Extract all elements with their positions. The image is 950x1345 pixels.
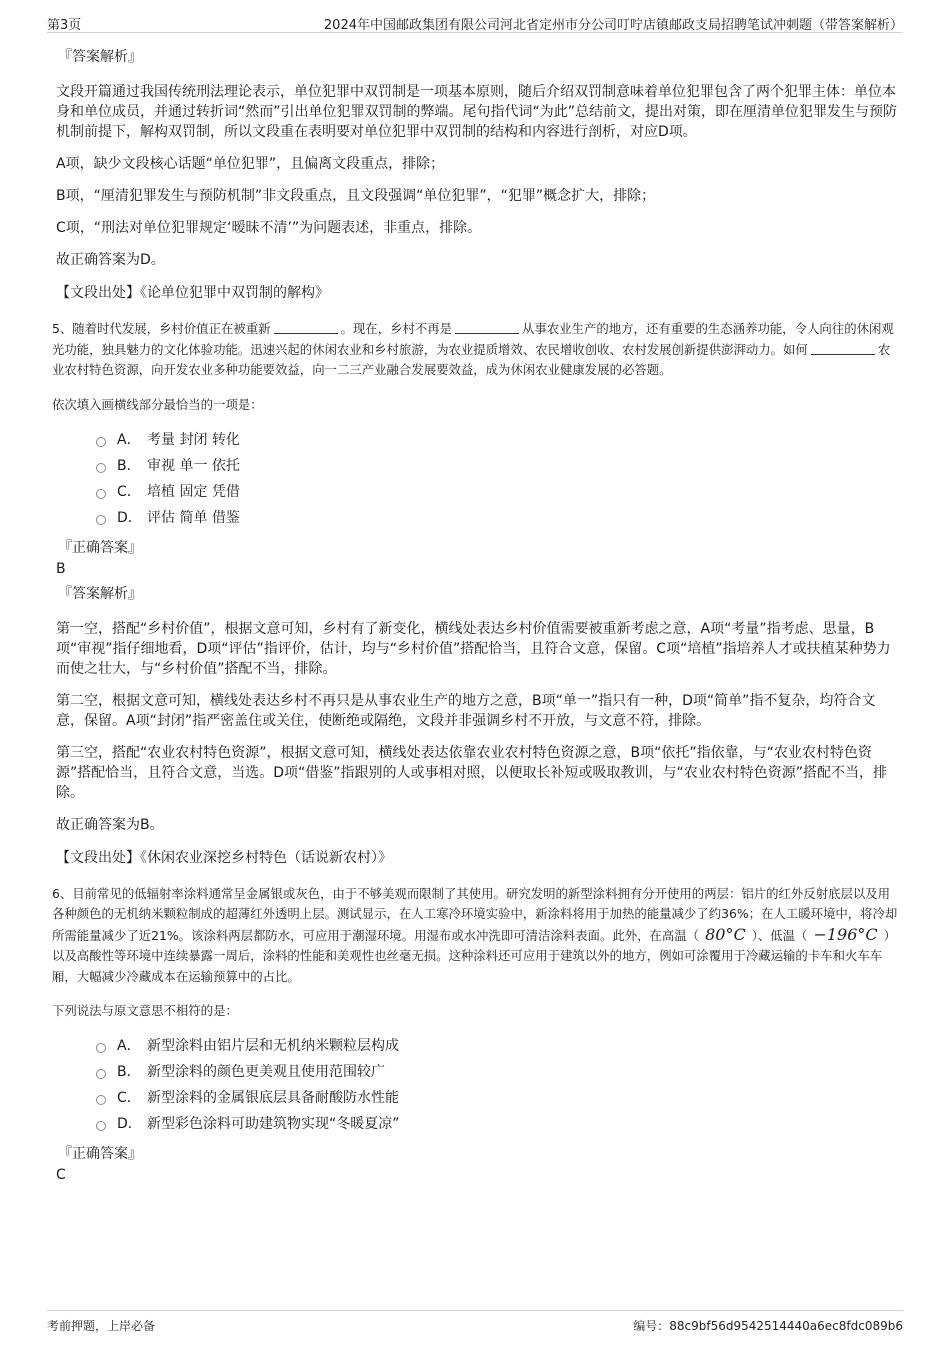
option-letter: D． bbox=[117, 1116, 142, 1132]
option-letter: D． bbox=[117, 509, 142, 526]
q6-answer: C bbox=[56, 1167, 66, 1183]
q4-analysis-paragraph: 文段开篇通过我国传统刑法理论表示，单位犯罪中双罚制是一项基本原则，随后介绍双罚制意味着单位犯罪包含了两个犯罪主体：单位本身和单位成员，并通过转折词“然而”引出单位犯罪双罚制的弊端。尾句指代词“为此”总结前文，提出对策，即在厘清单位犯罪发生与预防机制前提下，解构双罚制，所以文段重在表明要对单位犯罪中双罚制的结构和内容进行剖析，对应D项。 bbox=[56, 84, 898, 140]
q5-analysis-paragraph: 第二空，根据文意可知，横线处表达乡村不再只是从事农业生产的地方之意，B项“单一”指只有一种，D项“简单”指不复杂，均符合文意，保留。A项“封闭”指严密盖住或关住，使断绝或隔绝，文段并非强调乡村不开放，与文意不符，排除。 bbox=[56, 692, 876, 729]
q4-analysis-label: 『答案解析』 bbox=[58, 49, 142, 65]
q5-answer-label: 『正确答案』 bbox=[58, 539, 142, 556]
q6-section bbox=[52, 884, 898, 1186]
q6-option-b[interactable] bbox=[96, 1059, 898, 1085]
q5-option-d[interactable] bbox=[96, 505, 898, 531]
fill-blank bbox=[811, 342, 875, 355]
q6-options bbox=[96, 1033, 898, 1137]
q4-analysis-paragraph: 故正确答案为D。 bbox=[56, 252, 165, 268]
q5-option-a[interactable] bbox=[96, 427, 898, 453]
q6-answer-label: 『正确答案』 bbox=[58, 1146, 142, 1162]
option-text: 审视 单一 依托 bbox=[147, 457, 240, 474]
q5-text-part: 5、随着时代发展，乡村价值正在被重新 bbox=[52, 321, 271, 336]
q5-text-part: 从事农业生产的地方，还有重要的生态涵养功能，令人向往的休闲观光功能，独具魅力的文化体验功能。迅速兴起的休闲农业和乡村旅游，为农业提质增效、农民增收创收、农村发展创新提供澎湃动力。如何 bbox=[52, 321, 894, 357]
q5-section bbox=[52, 319, 898, 868]
fill-blank bbox=[455, 321, 519, 334]
temperature-high: 80°C bbox=[705, 924, 746, 944]
radio-icon[interactable] bbox=[96, 1095, 106, 1105]
page-footer bbox=[47, 1310, 903, 1335]
code-label: 编号： bbox=[633, 1319, 670, 1333]
fill-blank bbox=[274, 321, 338, 334]
radio-icon[interactable] bbox=[96, 463, 106, 473]
option-letter: C． bbox=[117, 483, 141, 500]
radio-icon[interactable] bbox=[96, 515, 106, 525]
document-title: 2024年中国邮政集团有限公司河北省定州市分公司叮咛店镇邮政支局招聘笔试冲刺题（带答案解析） bbox=[323, 18, 903, 33]
q5-options bbox=[96, 427, 898, 531]
option-text: 新型涂料的颜色更美观且使用范围较广 bbox=[147, 1064, 385, 1080]
code-value: 88c9bf56d9542514440a6ec8fdc089b6 bbox=[669, 1319, 903, 1333]
option-text: 新型涂料由铝片层和无机纳米颗粒层构成 bbox=[147, 1038, 399, 1054]
q5-analysis-paragraph: 第一空，搭配“乡村价值”，根据文意可知，乡村有了新变化，横线处表达乡村价值需要被重新考虑之意，A项“考量”指考虑、思量，B项“审视”指仔细地看，D项“评估”指评价，估计，均与“乡村价值”搭配恰当，且符合文意，保留。C项“培植”指培养人才或扶植某种势力而使之壮大，与“乡村价值”搭配不当，排除。 bbox=[56, 620, 891, 677]
q5-option-b[interactable] bbox=[96, 453, 898, 479]
q4-analysis-paragraph: B项，“厘清犯罪发生与预防机制”非文段重点，且文段强调“单位犯罪”，“犯罪”概念扩大，排除； bbox=[56, 188, 656, 204]
option-text: 培植 固定 凭借 bbox=[147, 483, 240, 500]
q4-section bbox=[56, 46, 898, 303]
option-text: 考量 封闭 转化 bbox=[147, 431, 240, 448]
q6-text-part: ）、低温（ bbox=[751, 927, 808, 943]
q6-text-part: 6、目前常见的低辐射率涂料通常呈金属银或灰色，由于不够美观而限制了其使用。研究发明的新型涂料拥有分开使用的两层：铝片的红外反射底层以及用各种颜色的无机纳米颗粒制成的超薄红外透明上层。测试显示，在人工寒冷环境实验中，新涂料将用于加热的能量减少了约36%；在人工暖环境中，将冷却所需能量减少了近21%。该涂料两层都防水，可应用于潮湿环境。用湿布或水冲洗即可清洁涂料表面。此外，在高温（ bbox=[52, 885, 898, 943]
q4-analysis-paragraph: C项，“刑法对单位犯罪规定‘暧昧不清’”为问题表述，非重点，排除。 bbox=[56, 220, 482, 236]
q4-source: 【文段出处】《论单位犯罪中双罚制的解构》 bbox=[56, 285, 329, 301]
q5-option-c[interactable] bbox=[96, 479, 898, 505]
temperature-low: −196°C bbox=[813, 924, 878, 944]
radio-icon[interactable] bbox=[96, 1121, 106, 1131]
footer-code bbox=[633, 1317, 903, 1334]
q5-prompt: 依次填入画横线部分最恰当的一项是： bbox=[52, 396, 263, 412]
q6-option-d[interactable] bbox=[96, 1111, 898, 1137]
radio-icon[interactable] bbox=[96, 489, 106, 499]
q6-option-a[interactable] bbox=[96, 1033, 898, 1059]
option-text: 评估 简单 借鉴 bbox=[147, 509, 240, 526]
q5-analysis-paragraph: 故正确答案为B。 bbox=[56, 816, 164, 833]
q6-question-text bbox=[52, 884, 898, 988]
page-number: 第3页 bbox=[47, 18, 82, 33]
q5-analysis-paragraph: 第三空，搭配“农业农村特色资源”，根据文意可知，横线处表达依靠农业农村特色资源之意，B项“依托”指依靠，与“农业农村特色资源”搭配恰当，且符合文意，当选。D项“借鉴”指跟别的人或事相对照，以便取长补短或吸取教训，与“农业农村特色资源”搭配不当，排除。 bbox=[56, 744, 888, 801]
option-letter: C． bbox=[117, 1090, 141, 1106]
q5-text-part: 农业农村特色资源，向开发农业多种功能要效益，向一二三产业融合发展要效益，成为休闲农业健康发展的必答题。 bbox=[52, 341, 891, 377]
radio-icon[interactable] bbox=[96, 437, 106, 447]
option-letter: A． bbox=[117, 431, 141, 448]
q5-answer: B bbox=[56, 560, 66, 577]
radio-icon[interactable] bbox=[96, 1069, 106, 1079]
q6-prompt: 下列说法与原文意思不相符的是： bbox=[52, 1003, 238, 1018]
q6-option-c[interactable] bbox=[96, 1085, 898, 1111]
q5-question-text bbox=[52, 319, 898, 381]
radio-icon[interactable] bbox=[96, 1043, 106, 1053]
q6-text-part: ）以及高酸性等环境中连续暴露一周后，涂料的性能和美观性也丝毫无损。这种涂料还可应用于建筑以外的地方，例如可涂覆用于冷藏运输的卡车和火车车厢，大幅减少冷藏成本在运输预算中的占比。 bbox=[52, 927, 897, 984]
option-letter: B． bbox=[117, 457, 141, 474]
option-text: 新型彩色涂料可助建筑物实现“冬暖夏凉” bbox=[147, 1116, 400, 1132]
page-content bbox=[52, 44, 898, 1189]
q5-text-part: 。现在，乡村不再是 bbox=[340, 321, 453, 336]
option-letter: A． bbox=[117, 1038, 141, 1054]
footer-slogan: 考前押题，上岸必备 bbox=[47, 1319, 156, 1333]
q4-analysis-paragraph: A项，缺少文段核心话题“单位犯罪”，且偏离文段重点，排除； bbox=[56, 156, 445, 172]
option-text: 新型涂料的金属银底层具备耐酸防水性能 bbox=[147, 1090, 399, 1106]
q5-source: 【文段出处】《休闲农业深挖乡村特色（话说新农村）》 bbox=[56, 849, 392, 866]
option-letter: B． bbox=[117, 1064, 141, 1080]
page-header bbox=[47, 12, 903, 33]
q5-analysis-label: 『答案解析』 bbox=[58, 585, 142, 602]
